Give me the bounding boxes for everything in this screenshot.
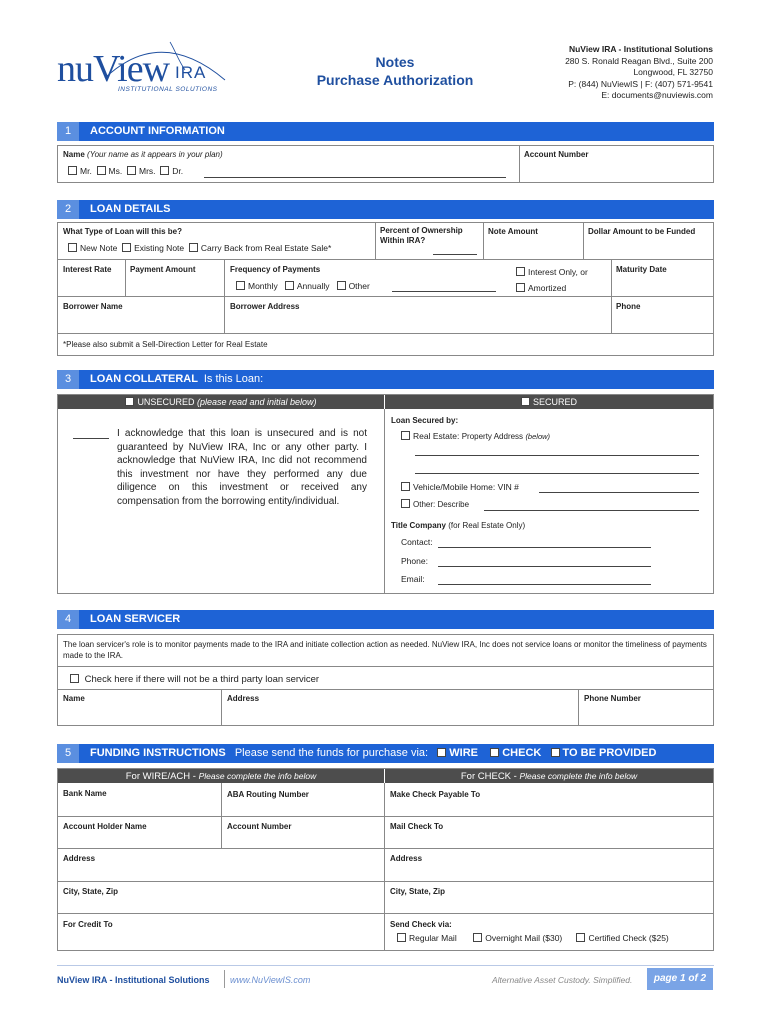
section-2-header	[57, 200, 714, 219]
overnight-mail-checkbox[interactable]	[473, 933, 482, 942]
section-title: ACCOUNT INFORMATION	[90, 125, 225, 137]
loan-type-label: What Type of Loan will this be?	[63, 227, 182, 236]
property-address-line1[interactable]	[415, 455, 699, 456]
pct-ownership-input[interactable]	[433, 254, 477, 255]
certified-check-checkbox[interactable]	[576, 933, 585, 942]
new-note-checkbox[interactable]	[68, 243, 77, 252]
property-address-line2[interactable]	[415, 473, 699, 474]
unsecured-checkbox[interactable]	[125, 397, 134, 406]
no-servicer-checkbox[interactable]	[70, 674, 79, 683]
mrs-label: Mrs.	[138, 166, 156, 176]
check-checkbox[interactable]	[490, 748, 499, 757]
funding-box	[57, 768, 714, 951]
title-email-label: Email:	[401, 574, 425, 584]
existing-note-checkbox[interactable]	[122, 243, 131, 252]
section-title: LOAN DETAILS	[90, 203, 171, 215]
frequency-options	[236, 281, 370, 291]
send-via-options	[397, 933, 669, 943]
pct-ownership-label-1: Percent of Ownership	[380, 226, 463, 235]
loan-servicer-box	[57, 634, 714, 726]
unsecured-header	[58, 395, 384, 409]
below-hint: (below)	[525, 432, 551, 441]
company-name: NuView IRA - Institutional Solutions	[568, 44, 713, 54]
other-collateral-option	[401, 499, 469, 509]
payable-to-label: Make Check Payable To	[390, 790, 481, 799]
bank-address-label: Address	[63, 854, 96, 863]
carry-back-label: Carry Back from Real Estate Sale*	[200, 243, 332, 253]
title-phone-input[interactable]	[438, 566, 651, 567]
account-holder-label: Account Holder Name	[63, 822, 147, 831]
unsecured-label: UNSECURED	[137, 397, 195, 407]
section-1-header	[57, 122, 714, 141]
aba-label: ABA Routing Number	[227, 790, 309, 799]
email: E: documents@nuviewis.com	[601, 90, 713, 100]
interest-only-label: Interest Only, or	[528, 267, 588, 277]
mail-address-label: Address	[390, 854, 423, 863]
loan-type-options	[68, 243, 331, 253]
name-label: Name	[63, 150, 85, 159]
no-servicer-label: Check here if there will not be a third party loan servicer	[84, 674, 320, 685]
carry-back-checkbox[interactable]	[189, 243, 198, 252]
existing-note-label: Existing Note	[134, 243, 185, 253]
amortized-label: Amortized	[528, 283, 567, 293]
monthly-checkbox[interactable]	[236, 281, 245, 290]
title-phone-label: Phone:	[401, 556, 428, 566]
secured-checkbox[interactable]	[521, 397, 530, 406]
frequency-label: Frequency of Payments	[230, 265, 321, 274]
other-frequency-input[interactable]	[392, 291, 496, 292]
section-number: 5	[57, 744, 79, 763]
dollar-amount-label: Dollar Amount to be Funded	[588, 227, 696, 236]
logo-ira: IRA	[175, 63, 207, 82]
vehicle-checkbox[interactable]	[401, 482, 410, 491]
regular-mail-label: Regular Mail	[409, 933, 457, 943]
property-address-label: Property Address	[461, 432, 524, 441]
mr-label: Mr.	[80, 166, 92, 176]
doc-title: Notes	[375, 54, 415, 70]
phone-fax: P: (844) NuViewIS | F: (407) 571-9541	[568, 78, 713, 89]
doc-subtitle: Purchase Authorization	[316, 72, 474, 88]
secured-header	[385, 395, 713, 409]
real-estate-label: Real Estate:	[413, 431, 460, 441]
wire-section-header	[58, 769, 384, 783]
servicer-name-label: Name	[63, 694, 85, 703]
mail-check-to-label: Mail Check To	[390, 822, 444, 831]
interest-rate-label: Interest Rate	[63, 265, 112, 274]
wire-checkbox[interactable]	[437, 748, 446, 757]
real-estate-option	[401, 431, 550, 441]
section-number: 1	[57, 122, 79, 141]
dr-label: Dr.	[172, 166, 184, 176]
salutation-options	[68, 166, 183, 176]
note-amount-label: Note Amount	[488, 227, 538, 236]
initials-input[interactable]	[73, 438, 109, 439]
bank-name-label: Bank Name	[63, 789, 107, 798]
page-indicator: page 1 of 2	[647, 968, 713, 990]
section-number: 4	[57, 610, 79, 629]
vin-input[interactable]	[539, 492, 699, 493]
wire-account-number-label: Account Number	[227, 822, 292, 831]
section-title: FUNDING INSTRUCTIONS	[90, 747, 226, 759]
title-email-input[interactable]	[438, 584, 651, 585]
borrower-phone-label: Phone	[616, 302, 641, 311]
sell-direction-note: *Please also submit a Sell-Direction Letter for Real Estate	[63, 340, 268, 349]
regular-mail-checkbox[interactable]	[397, 933, 406, 942]
company-address-block	[565, 44, 713, 102]
vehicle-label: Vehicle/Mobile Home: VIN #	[413, 482, 519, 492]
ms-checkbox[interactable]	[97, 166, 106, 175]
wire-label: WIRE	[449, 747, 478, 759]
loan-collateral-box	[57, 394, 714, 594]
name-hint: (Your name as it appears in your plan)	[87, 150, 223, 159]
other-label: Other	[348, 281, 370, 291]
section-subtitle: Is this Loan:	[203, 373, 264, 385]
mail-csz-label: City, State, Zip	[390, 887, 445, 896]
real-estate-checkbox[interactable]	[401, 431, 410, 440]
section-title: LOAN SERVICER	[90, 613, 181, 625]
check-section-header	[385, 769, 713, 783]
section-5-header	[57, 744, 714, 763]
servicer-address-label: Address	[227, 694, 260, 703]
title-company-hint: (for Real Estate Only)	[448, 521, 526, 530]
tbp-label: TO BE PROVIDED	[562, 747, 657, 759]
loan-details-box	[57, 222, 714, 356]
ms-label: Ms.	[108, 166, 123, 176]
borrower-name-label: Borrower Name	[63, 302, 123, 311]
monthly-label: Monthly	[248, 281, 278, 291]
other-collateral-checkbox[interactable]	[401, 499, 410, 508]
address-line1: 280 S. Ronald Reagan Blvd., Suite 200	[565, 55, 713, 66]
section-number: 3	[57, 370, 79, 389]
certified-check-label: Certified Check ($25)	[588, 933, 669, 943]
check-label: CHECK	[502, 747, 542, 759]
other-checkbox[interactable]	[337, 281, 346, 290]
amortized-checkbox[interactable]	[516, 283, 525, 292]
account-info-box	[57, 145, 714, 183]
footer-company: NuView IRA - Institutional Solutions	[57, 975, 210, 985]
section-title: LOAN COLLATERAL	[90, 373, 198, 385]
unsecured-acknowledgment: I acknowledge that this loan is unsecured and is not guaranteed by NuView IRA, Inc or any other party. I acknowledge that NuView IRA, Inc did not recommend this investment nor have they performed any due diligence on this investment or received any compensation from the borrowing entity/individual.	[117, 428, 367, 507]
overnight-mail-label: Overnight Mail ($30)	[485, 933, 563, 943]
payment-amount-label: Payment Amount	[130, 265, 196, 274]
vehicle-option	[401, 482, 519, 492]
name-input-line[interactable]	[204, 177, 506, 178]
tbp-checkbox[interactable]	[551, 748, 560, 757]
pct-ownership-label-2: Within IRA?	[380, 236, 426, 245]
title-company-label: Title Company	[391, 521, 446, 530]
maturity-date-label: Maturity Date	[616, 265, 667, 274]
bank-csz-label: City, State, Zip	[63, 887, 118, 896]
send-via-label: Send Check via:	[390, 920, 452, 929]
section-subtitle: Please send the funds for purchase via:	[234, 747, 429, 759]
secured-label: SECURED	[532, 397, 577, 407]
interest-only-checkbox[interactable]	[516, 267, 525, 276]
servicer-description: The loan servicer's role is to monitor payments made to the IRA and initiate collection action as needed. NuView IRA, Inc does not service loans or monitor the timeliness of payments made to the IRA.	[63, 640, 707, 660]
check-hdr-label: For CHECK -	[460, 771, 520, 782]
secured-by-label: Loan Secured by:	[391, 416, 459, 425]
check-hdr-hint: Please complete the info below	[519, 771, 638, 781]
wire-hdr-label: For WIRE/ACH -	[125, 771, 199, 782]
section-3-header	[57, 370, 714, 389]
contact-input[interactable]	[438, 547, 651, 548]
footer-url[interactable]: www.NuViewIS.com	[230, 975, 311, 985]
section-number: 2	[57, 200, 79, 219]
mrs-checkbox[interactable]	[127, 166, 136, 175]
contact-label: Contact:	[401, 537, 433, 547]
annually-label: Annually	[296, 281, 330, 291]
unsecured-hint: (please read and initial below)	[196, 397, 317, 407]
account-number-label: Account Number	[524, 150, 589, 159]
amortized-option	[516, 283, 566, 293]
credit-to-label: For Credit To	[63, 920, 113, 929]
dr-checkbox[interactable]	[160, 166, 169, 175]
logo-subtitle: INSTITUTIONAL SOLUTIONS	[118, 86, 218, 93]
mr-checkbox[interactable]	[68, 166, 77, 175]
logo: nuView	[57, 48, 170, 90]
no-servicer-option	[70, 674, 319, 685]
annually-checkbox[interactable]	[285, 281, 294, 290]
new-note-label: New Note	[80, 243, 118, 253]
wire-hdr-hint: Please complete the info below	[198, 771, 317, 781]
other-describe-input[interactable]	[484, 510, 699, 511]
interest-only-option	[516, 267, 588, 277]
servicer-phone-label: Phone Number	[584, 694, 641, 703]
other-collateral-label: Other: Describe	[413, 500, 470, 509]
borrower-address-label: Borrower Address	[230, 302, 300, 311]
footer-tagline: Alternative Asset Custody. Simplified.	[492, 975, 633, 985]
section-4-header	[57, 610, 714, 629]
address-line2: Longwood, FL 32750	[633, 67, 713, 77]
